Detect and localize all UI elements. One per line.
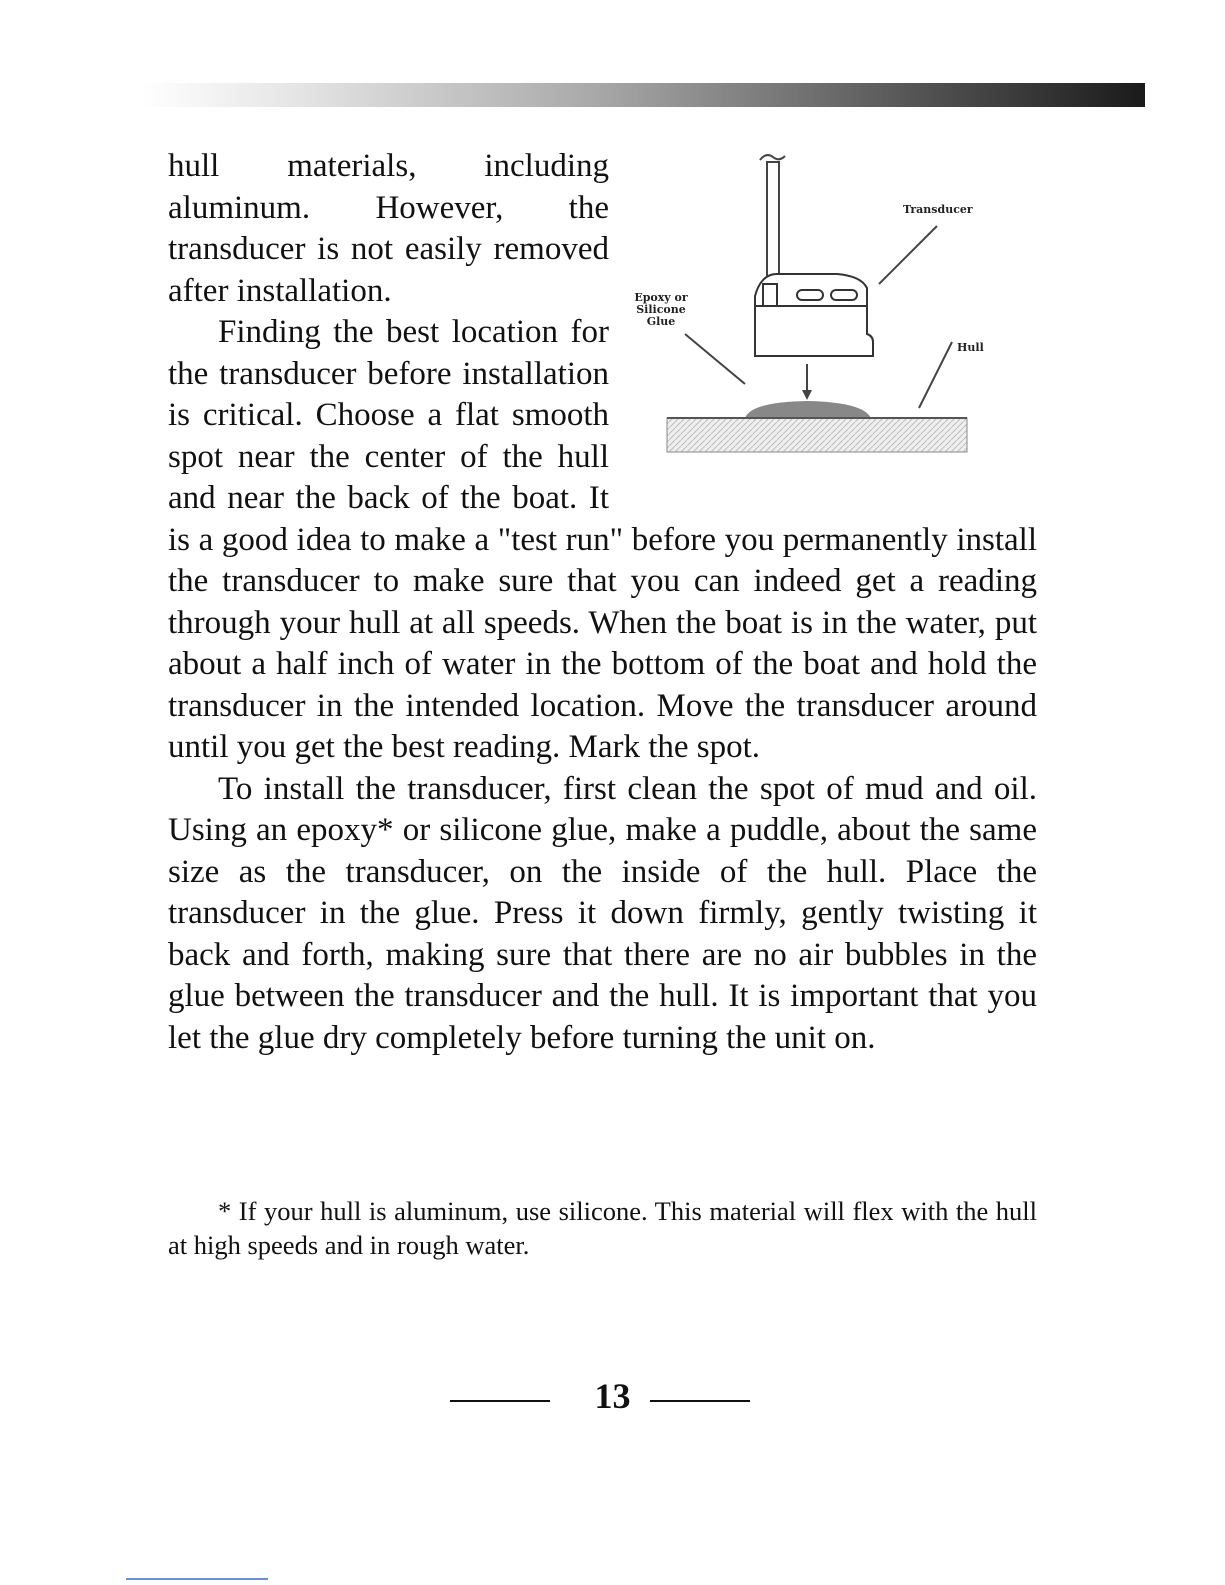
footnote [168, 1194, 1037, 1262]
label-transducer: Transducer [903, 203, 973, 216]
label-epoxy-or-silicone-glue: Epoxy or Silicone Glue [634, 291, 688, 328]
paragraph-2: Finding the best location for the transducer before installation is critical. Choose a flat smooth spot near the center of the hull and near the back of the boat. It is a good idea to make a "test run" before you permanently install the transducer to make sure that you can indeed get a reading through your hull at all speeds. When the boat is in the water, put about a half inch of water in the bottom of the boat and hold the transducer in the intended location. Move the transducer around until you get the best reading. Mark the spot. [168, 314, 1037, 765]
paragraph-1: hull materials, including aluminum. However, the transducer is not easily removed after installation. [168, 148, 609, 309]
transducer-installation-diagram [627, 146, 1037, 472]
bottom-link-underline[interactable] [126, 1578, 268, 1580]
footnote-text: * If your hull is aluminum, use silicone. This material will flex with the hull at high speeds and in rough water. [168, 1196, 1037, 1260]
header-gradient-bar [140, 83, 1145, 107]
label-hull: Hull [957, 341, 984, 354]
paragraph-3: To install the transducer, first clean the spot of mud and oil. Using an epoxy* or silicone glue, make a puddle, about the same size as the transducer, on the inside of the hull. Place the transducer in the glue. Press it down firmly, gently twisting it back and forth, making sure that there are no air bubbles in the glue between the transducer and the hull. It is important that you let the glue dry completely before turning the unit on. [168, 770, 1037, 1056]
page-number-rule-right [650, 1400, 750, 1402]
body-text [168, 146, 1037, 1059]
page-number: 13 [594, 1376, 631, 1416]
